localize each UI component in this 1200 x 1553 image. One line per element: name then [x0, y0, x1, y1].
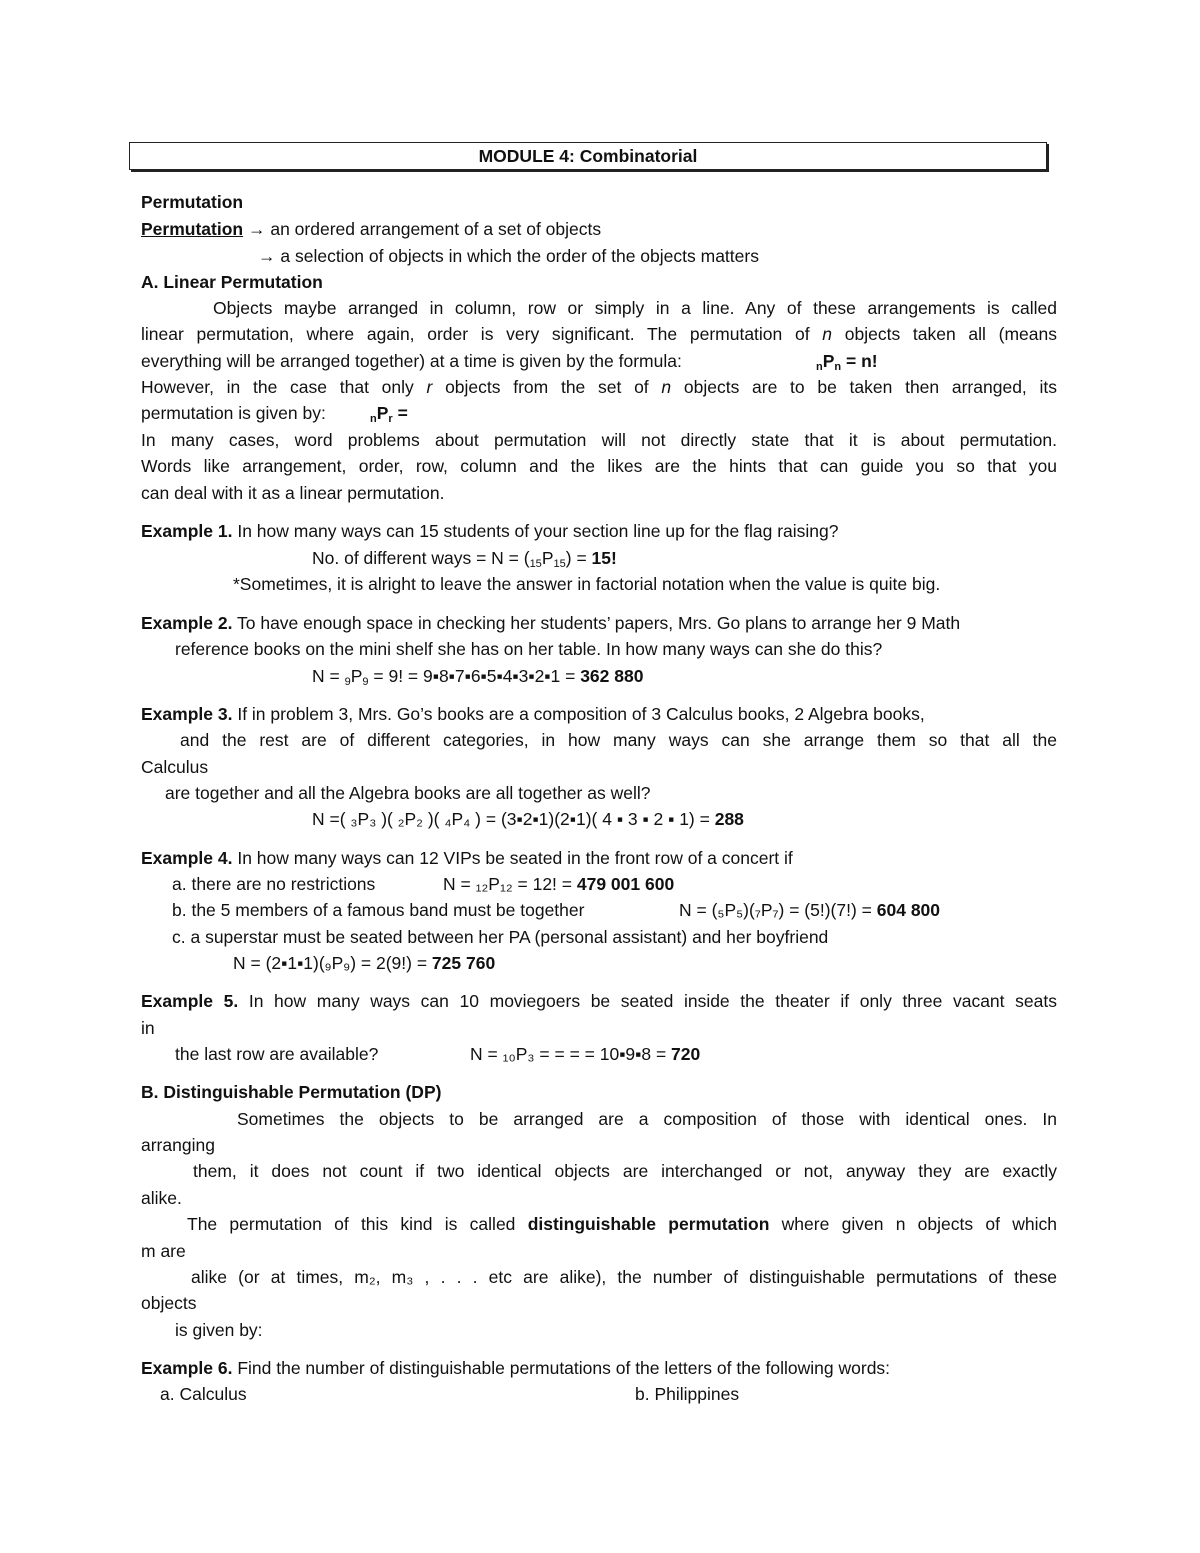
permutation-term: Permutation	[141, 219, 244, 239]
example-2-question-1: Example 2. To have enough space in checking her students’ papers, Mrs. Go plans to arrange her 9 Math	[141, 613, 961, 633]
example-1-question: Example 1. In how many ways can 15 students of your section line up for the flag raising?	[141, 521, 839, 541]
formula-npr: $_nP_r$ =	[370, 403, 408, 425]
example-4-b-text: b. the 5 members of a famous band must be together	[172, 900, 585, 920]
example-4-a-answer: N = ₁₂P₁₂ = 12! = 479 001 600	[443, 874, 675, 894]
dp-line-2: arranging	[141, 1135, 215, 1155]
arrow-icon: →	[258, 246, 276, 266]
dp-line-4: alike.	[141, 1188, 182, 1208]
example-1-note: *Sometimes, it is alright to leave the answer in factorial notation when the value is quite big.	[233, 574, 941, 594]
example-6-question: Example 6. Find the number of distinguishable permutations of the letters of the following words:	[141, 1358, 891, 1378]
example-4-c-text: c. a superstar must be seated between her PA (personal assistant) and her boyfriend	[172, 927, 829, 947]
arrow-icon: →	[247, 219, 266, 239]
example-4-b-answer: N = (₅P₅)(₇P₇) = (5!)(7!) = 604 800	[679, 900, 941, 920]
linear-p1-line-2: linear permutation, where again, order is very significant. The permutation of n objects taken all (means	[141, 324, 1057, 344]
dp-line-7: alike (or at times, m₂, m₃ , . . . etc are alike), the number of distinguishable permutations of these	[191, 1267, 1057, 1287]
permutation-heading: Permutation	[141, 192, 244, 212]
module-title-box	[129, 142, 1047, 170]
example-5-question-2: in	[141, 1018, 155, 1038]
example-4-question: Example 4. In how many ways can 12 VIPs be seated in the front row of a concert if	[141, 848, 793, 868]
linear-p3-line-3: can deal with it as a linear permutation.	[141, 483, 445, 503]
permutation-def-2: a selection of objects in which the order of the objects matters	[280, 246, 759, 266]
example-4-a-text: a. there are no restrictions	[172, 874, 376, 894]
linear-p2-line-1: However, in the case that only r objects from the set of n objects are to be taken then arranged, its	[141, 377, 1058, 397]
module-title: MODULE 4: Combinatorial	[478, 146, 698, 166]
formula-npn: $_nP_n = n$!	[816, 351, 878, 373]
dp-line-1: Sometimes the objects to be arranged are a composition of those with identical ones. In	[237, 1109, 1057, 1129]
example-3-question-2: and the rest are of different categories, in how many ways can she arrange them so that all the	[180, 730, 1057, 750]
example-2-question-2: reference books on the mini shelf she has on her table. In how many ways can she do this?	[175, 639, 883, 659]
linear-p3-line-2: Words like arrangement, order, row, column and the likes are the hints that can guide you so that you	[141, 456, 1057, 476]
linear-p2-line-2: permutation is given by:	[141, 403, 326, 423]
dp-line-9: is given by:	[175, 1320, 263, 1340]
example-3-question-3: Calculus	[141, 757, 209, 777]
dp-line-5: The permutation of this kind is called distinguishable permutation where given n objects of which	[187, 1214, 1057, 1234]
linear-p1-line-3: everything will be arranged together) at a time is given by the formula:	[141, 351, 682, 371]
linear-p3-line-1: In many cases, word problems about permutation will not directly state that it is about permutation.	[141, 430, 1057, 450]
example-1-answer: No. of different ways = $N = (_{15}P_{15}) = 15$!	[312, 548, 617, 570]
example-2-answer: $N = _9P_9 = 9$! = 9▪8▪7▪6▪5▪4▪3▪2▪1 = 362 880	[312, 666, 644, 688]
example-4-c-answer: N = (2▪1▪1)(₉P₉) = 2(9!) = 725 760	[233, 953, 496, 973]
example-5-answer: N = ₁₀P₃ = = = = 10▪9▪8 = 720	[470, 1044, 701, 1064]
dp-line-6: m are	[141, 1241, 186, 1261]
example-6-a: a. Calculus	[160, 1384, 247, 1404]
example-6-b: b. Philippines	[635, 1384, 740, 1404]
example-3-question-1: Example 3. If in problem 3, Mrs. Go’s books are a composition of 3 Calculus books, 2 Algebra books,	[141, 704, 925, 724]
example-5-question-3: the last row are available?	[175, 1044, 379, 1064]
permutation-def-line-2	[258, 245, 759, 267]
permutation-def-1: an ordered arrangement of a set of objects	[270, 219, 602, 239]
linear-heading: A. Linear Permutation	[141, 272, 323, 292]
example-5-question-1: Example 5. In how many ways can 10 moviegoers be seated inside the theater if only three vacant seats	[141, 991, 1057, 1011]
example-3-answer: N =( ₃P₃ )( ₂P₂ )( ₄P₄ ) = (3▪2▪1)(2▪1)( 4 ▪ 3 ▪ 2 ▪ 1) = 288	[312, 809, 744, 829]
dp-line-8: objects	[141, 1293, 197, 1313]
example-3-question-4: are together and all the Algebra books are all together as well?	[165, 783, 651, 803]
linear-p1-line-1: Objects maybe arranged in column, row or simply in a line. Any of these arrangements is called	[213, 298, 1057, 318]
dp-line-3: them, it does not count if two identical objects are interchanged or not, anyway they are exactly	[193, 1161, 1057, 1181]
dp-heading: B. Distinguishable Permutation (DP)	[141, 1082, 442, 1102]
permutation-def-line-1	[141, 218, 601, 240]
